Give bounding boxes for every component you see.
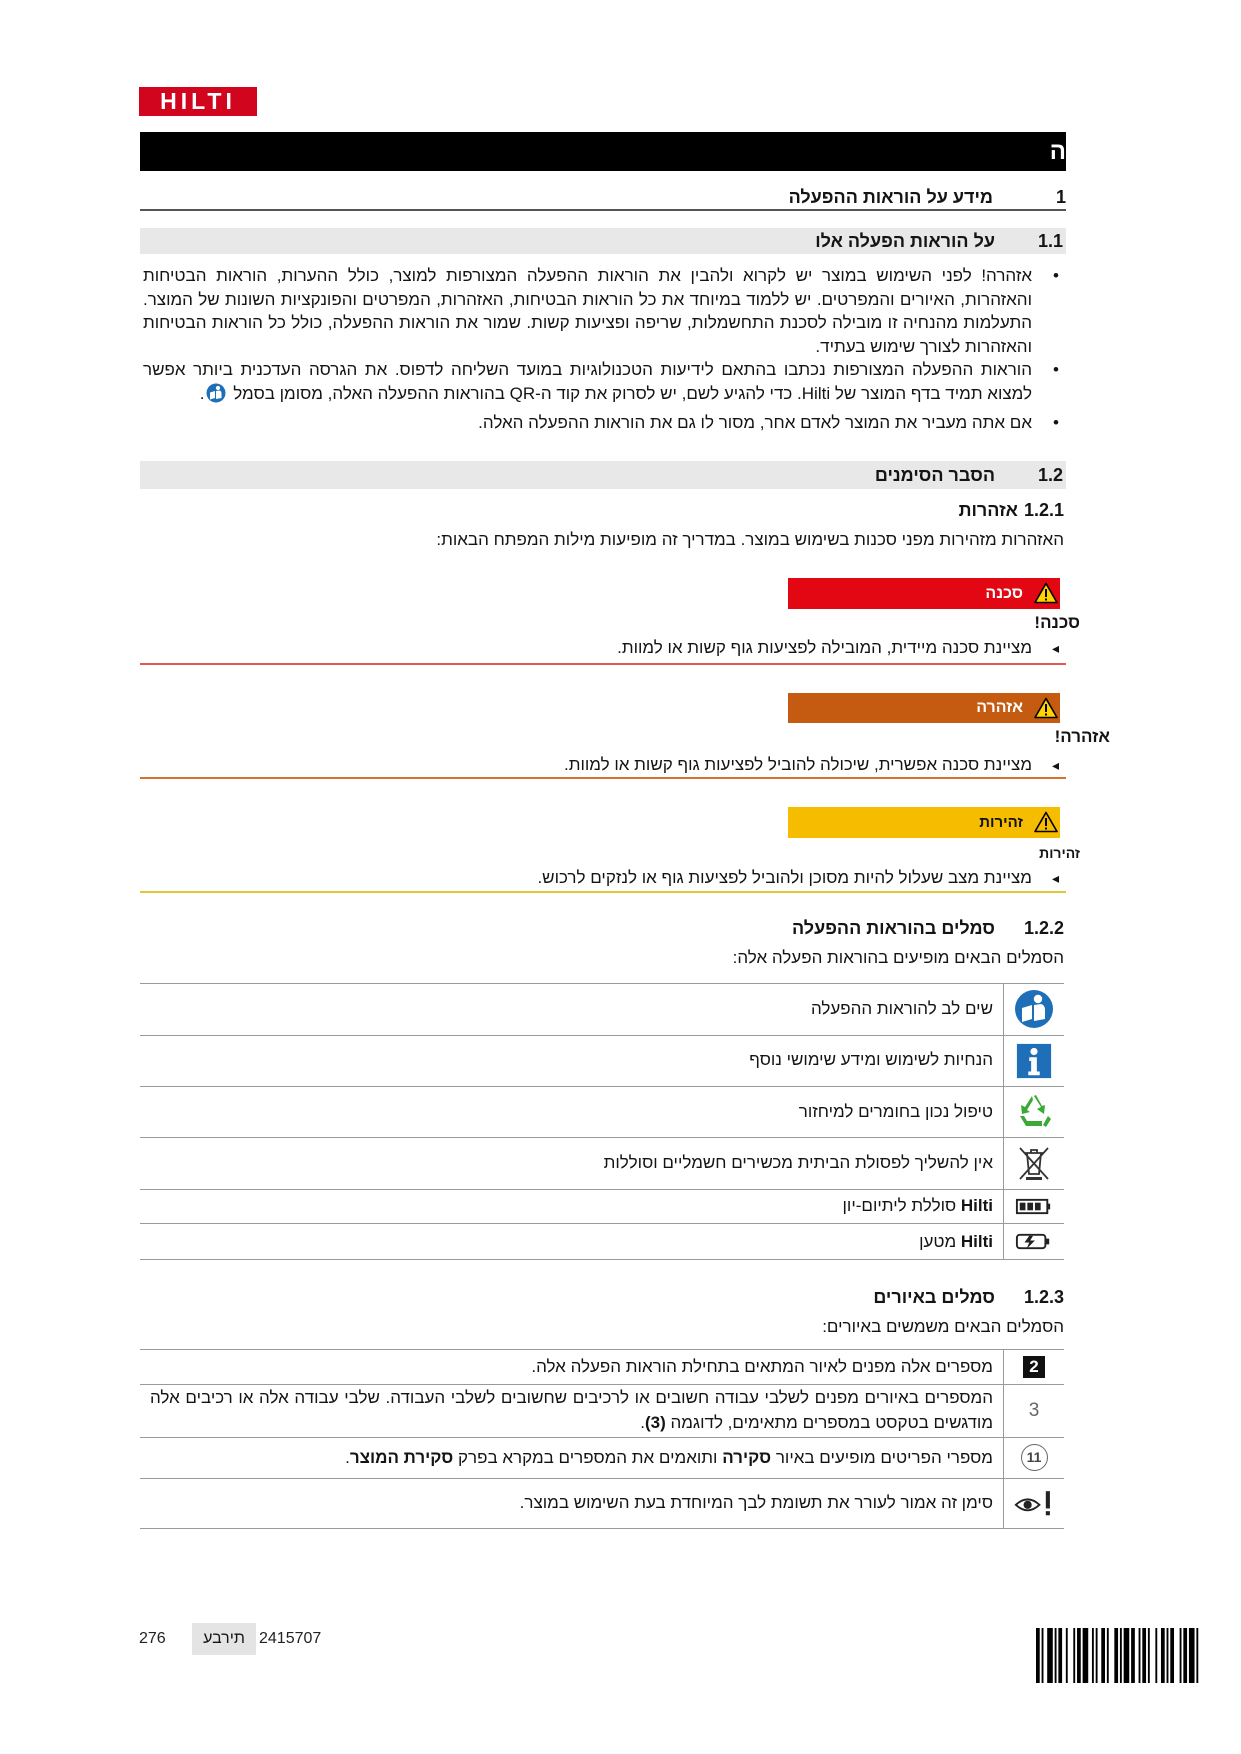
figure-symbols-table xyxy=(140,1349,1064,1529)
row-text xyxy=(150,1224,993,1259)
barcode-bar xyxy=(1189,1628,1195,1683)
logo-text: HILTI xyxy=(160,88,236,114)
table-row xyxy=(140,1035,1064,1086)
icon-cell xyxy=(1003,1350,1064,1384)
caution-heading: זהירות xyxy=(1039,845,1080,861)
warning-signal-bar xyxy=(788,693,1060,723)
warning-rule xyxy=(140,777,1066,779)
brand-name: Hilti xyxy=(960,1196,993,1216)
language-label: תירבע xyxy=(192,1623,256,1655)
row-label-bold: סקירת המוצר xyxy=(349,1447,454,1467)
table-row xyxy=(140,1223,1064,1259)
section-1-2-band xyxy=(140,461,1066,489)
section-1-2-number: 1.2 xyxy=(1037,465,1063,485)
hilti-logo xyxy=(139,87,257,116)
barcode-bar xyxy=(1055,1628,1057,1683)
danger-heading: סכנה! xyxy=(1034,613,1080,632)
barcode-bar xyxy=(1077,1628,1081,1683)
barcode-bar xyxy=(1036,1628,1040,1683)
barcode-bar xyxy=(1114,1628,1118,1683)
icon-cell xyxy=(1003,1479,1064,1528)
language-header-bar xyxy=(140,132,1066,171)
step-number-icon: 3 xyxy=(1028,1399,1040,1421)
table-row xyxy=(140,1478,1064,1528)
barcode-bar xyxy=(1180,1628,1182,1683)
header-bar-text: ה xyxy=(1049,138,1066,165)
row-label-text: מספרי הפריטים מופיעים באיור xyxy=(771,1447,993,1467)
barcode xyxy=(1036,1628,1202,1683)
icon-cell xyxy=(1003,1036,1064,1086)
warning-description: ◂ מציינת סכנה אפשרית, שיכולה להוביל לפציעות גוף קשות או למוות. xyxy=(564,753,1032,777)
barcode-bar xyxy=(1120,1628,1122,1683)
read-manual-icon xyxy=(206,383,226,403)
barcode-bar xyxy=(1161,1628,1165,1683)
table-row xyxy=(140,1437,1064,1477)
row-label xyxy=(150,1386,993,1435)
danger-rule xyxy=(140,663,1066,665)
row-label: אין להשליך לפסולת הביתית מכשירים חשמליים וסוללות xyxy=(603,1153,993,1173)
row-label-bold: (3) xyxy=(644,1412,666,1432)
row-text xyxy=(150,1385,993,1438)
section-1-2-2-title: סמלים בהוראות ההפעלה xyxy=(791,918,995,938)
row-label: שים לב להוראות ההפעלה xyxy=(810,999,993,1018)
table-row xyxy=(140,1137,1064,1188)
bullet-item xyxy=(143,358,1032,405)
section-1-1-number: 1.1 xyxy=(1037,231,1063,251)
info-icon xyxy=(1015,1042,1053,1080)
table-row xyxy=(140,1349,1064,1384)
page-number: 276 xyxy=(139,1630,166,1647)
icon-cell xyxy=(1003,1087,1064,1137)
section-1-2-title: הסבר הסימנים xyxy=(874,465,995,485)
section-1-2-1-title: אזהרות xyxy=(958,500,1018,520)
section-1-2-3-title: סמלים באיורים xyxy=(873,1287,995,1307)
table-row xyxy=(140,1384,1064,1438)
section-1-2-3-number: 1.2.3 xyxy=(1023,1287,1064,1307)
caution-rule xyxy=(140,891,1066,893)
row-label-text: מטען xyxy=(919,1231,961,1251)
barcode-bar xyxy=(1107,1628,1109,1683)
barcode-bar xyxy=(1139,1628,1141,1683)
row-label-end: . xyxy=(345,1447,350,1467)
recycle-icon xyxy=(1014,1092,1054,1132)
section-1-1-bullets xyxy=(143,264,1032,435)
icon-cell xyxy=(1003,1224,1064,1259)
table-row xyxy=(140,1189,1064,1224)
item-number-icon: 11 xyxy=(1021,1444,1048,1471)
section-1-number: 1 xyxy=(1055,187,1066,207)
danger-label: סכנה xyxy=(985,585,1023,602)
row-text xyxy=(150,1350,993,1384)
section-1-underline xyxy=(140,209,1066,211)
barcode-bar xyxy=(1183,1628,1187,1683)
caution-signal-bar xyxy=(788,807,1060,838)
icon-cell xyxy=(1003,984,1064,1035)
barcode-bar xyxy=(1148,1628,1150,1683)
barcode-bar xyxy=(1142,1628,1146,1683)
barcode-bar xyxy=(1101,1628,1105,1683)
bullet-item xyxy=(143,411,1032,435)
row-text xyxy=(150,1036,993,1086)
warning-triangle-icon xyxy=(1034,811,1058,833)
barcode-bar xyxy=(1092,1628,1094,1683)
section-1-2-1-heading xyxy=(959,498,1064,522)
warning-heading: אזהרה! xyxy=(1054,727,1110,746)
battery-icon xyxy=(1015,1197,1053,1216)
barcode-bar xyxy=(1124,1628,1130,1683)
barcode-bar xyxy=(1096,1628,1098,1683)
read-manual-icon xyxy=(1014,989,1054,1029)
section-1-2-2-intro: הסמלים הבאים מופיעים בהוראות הפעלה אלה: xyxy=(732,948,1064,967)
row-text xyxy=(150,1138,993,1188)
warning-label: אזהרה xyxy=(976,699,1023,716)
section-1-1-band xyxy=(140,228,1066,254)
row-label: הנחיות לשימוש ומידע שימושי נוסף xyxy=(749,1050,993,1070)
row-label xyxy=(150,1446,993,1471)
icon-cell xyxy=(1003,1385,1064,1438)
warning-triangle-icon xyxy=(1034,697,1058,719)
barcode-bar xyxy=(1066,1628,1068,1683)
row-text xyxy=(150,1438,993,1477)
icon-cell xyxy=(1003,1190,1064,1224)
row-text xyxy=(150,984,993,1035)
caution-label: זהירות xyxy=(979,814,1023,831)
crossed-bin-icon xyxy=(1014,1143,1054,1183)
bullet-text: אזהרה! לפני השימוש במוצר יש לקרוא ולהבין את הוראות ההפעלה המצורפות למוצר, כולל ההערות, הוראות הבטיחות והאזהרות, האיורים והמפרטים. יש ללמוד במיוחד את כל הוראות הבטיחות, האזהרות, המפרטים והפונקציות השונות של המוצר. התעלמות מהנחיה זו מובילה לסכנת התחשמלות, שריפה ופציעות קשות. שמור את הוראות ההפעלה, כולל כל הוראות הבטיחות והאזהרות לצורך שימוש בעתיד. xyxy=(143,266,1032,356)
symbols-table xyxy=(140,983,1064,1260)
section-1-2-1-intro: האזהרות מזהירות מפני סכנות בשימוש במוצר. במדריך זה מופיעות מילות המפתח הבאות: xyxy=(436,530,1064,549)
bullet-item xyxy=(143,264,1032,358)
section-1-2-2-number: 1.2.2 xyxy=(1023,918,1064,938)
section-1-1-title: על הוראות הפעלה אלו xyxy=(815,231,995,251)
row-label xyxy=(150,1194,993,1219)
barcode-bar xyxy=(1073,1628,1075,1683)
row-label: מספרים אלה מפנים לאיור המתאים בתחילת הוראות הפעלה אלה. xyxy=(531,1356,993,1376)
section-1-2-1-number: 1.2.1 xyxy=(1023,500,1064,520)
row-label: טיפול נכון בחומרים למיחזור xyxy=(798,1101,993,1121)
barcode-bar xyxy=(1155,1628,1157,1683)
row-label-end: . xyxy=(640,1412,645,1432)
table-row xyxy=(140,1086,1064,1137)
icon-cell xyxy=(1003,1138,1064,1188)
bullet-text: אם אתה מעביר את המוצר לאדם אחר, מסור לו גם את הוראות ההפעלה האלה. xyxy=(478,413,1032,432)
icon-cell xyxy=(1003,1438,1064,1477)
row-text xyxy=(150,1087,993,1137)
bullet-text-end: . xyxy=(199,383,205,403)
brand-name: Hilti xyxy=(960,1231,993,1251)
charger-icon xyxy=(1015,1231,1053,1252)
barcode-bar xyxy=(1131,1628,1135,1683)
barcode-bar xyxy=(1196,1628,1198,1683)
row-text xyxy=(150,1190,993,1224)
bullet-text: הוראות ההפעלה המצורפות נכתבו בהתאם לידיעות הטכנולוגיות במועד השליחה לדפוס. את הגרסה העדכנית ביותר אפשר למצוא תמיד בדף המוצר של Hilti. כדי להגיע לשם, יש לסרוק את קוד ה-QR בהוראות ההפעלה האלה, מסומן בסמל xyxy=(143,360,1032,403)
row-label-bold: סקירה xyxy=(722,1447,772,1467)
barcode-bar xyxy=(1047,1628,1053,1683)
section-1-2-3-intro: הסמלים הבאים משמשים באיורים: xyxy=(822,1317,1064,1336)
barcode-bar xyxy=(1042,1628,1044,1683)
attention-eye-icon xyxy=(1014,1489,1054,1517)
row-label-text: סוללת ליתיום-יון xyxy=(842,1196,961,1216)
row-label xyxy=(150,1230,993,1255)
caution-description: ◂ מציינת מצב שעלול להיות מסוכן ולהוביל לפציעות גוף או לנזקים לרכוש. xyxy=(537,866,1032,890)
row-text xyxy=(150,1479,993,1528)
danger-signal-bar xyxy=(788,578,1060,609)
barcode-bar xyxy=(1058,1628,1062,1683)
figure-number-icon: 2 xyxy=(1023,1356,1045,1378)
warning-triangle-icon xyxy=(1034,582,1058,604)
barcode-bar xyxy=(1083,1628,1089,1683)
row-label-text: ותואמים את המספרים במקרא בפרק xyxy=(453,1447,723,1467)
section-1-title: מידע על הוראות ההפעלה xyxy=(788,187,993,207)
table-row xyxy=(140,983,1064,1035)
barcode-bar xyxy=(1170,1628,1174,1683)
document-number: 2415707 xyxy=(259,1630,322,1647)
row-label-text: המספרים באיורים מפנים לשלבי עבודה חשובים או לרכיבים שחשובים לשלבי העבודה. שלבי עבודה אלה או רכיבים אלה מודגשים בטקסט במספרים מתאימים, לדוגמה xyxy=(150,1388,993,1432)
danger-description: ◂ מציינת סכנה מיידית, המובילה לפציעות גוף קשות או למוות. xyxy=(617,636,1032,660)
barcode-bar xyxy=(1167,1628,1169,1683)
row-label: סימן זה אמור לעורר את תשומת לבך המיוחדת בעת השימוש במוצר. xyxy=(519,1492,993,1512)
